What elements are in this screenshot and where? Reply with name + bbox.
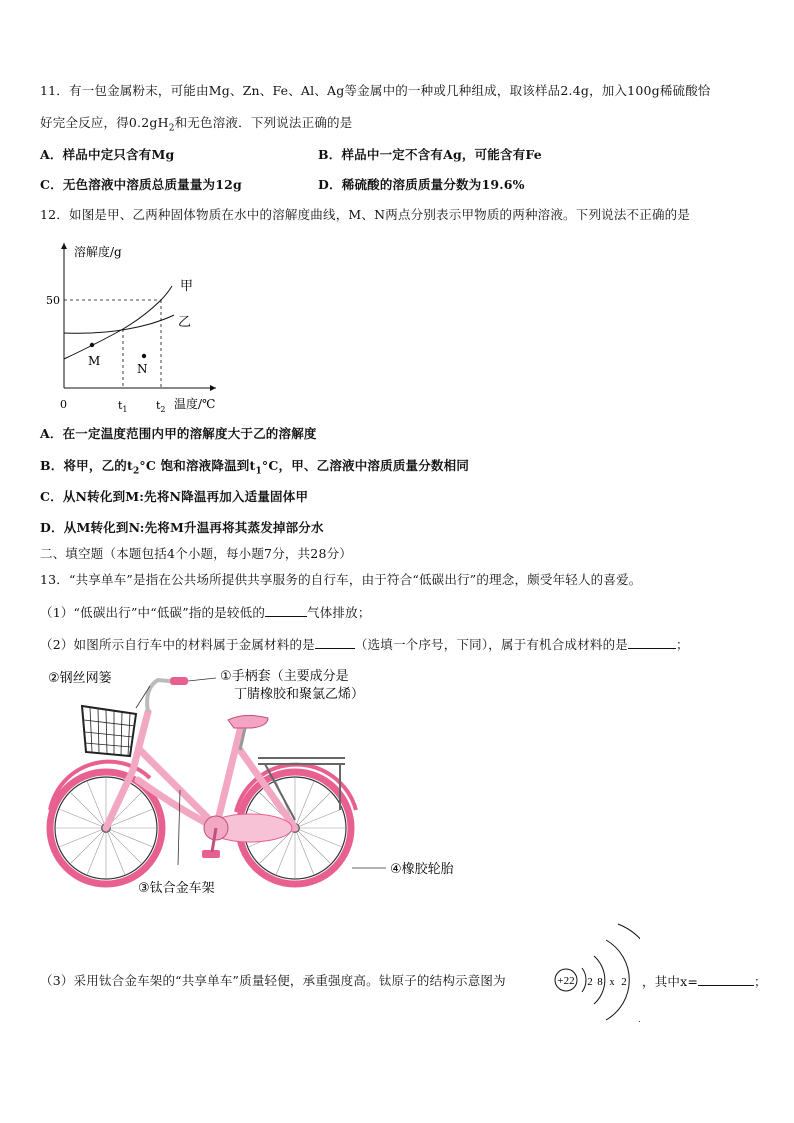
point-m: [90, 343, 94, 347]
q12-option-c: C．从N转化到M:先将N降温再加入适量固体甲: [40, 489, 309, 504]
q12-option-d: D．从M转化到N:先将M升温再将其蒸发掉部分水: [40, 520, 324, 535]
q11-option-b: B．样品中一定不含有Ag，可能含有Fe: [318, 147, 542, 162]
q13-part2: [40, 636, 689, 653]
answer-blank-1[interactable]: [265, 604, 307, 617]
q12-b-pre: B．将甲，乙的t: [40, 458, 133, 473]
answer-blank-4[interactable]: [698, 973, 754, 986]
q11-option-a: A．样品中定只含有Mg: [40, 147, 175, 162]
y-axis-label: 溶解度/g: [74, 245, 122, 259]
q11-stem-line2: [40, 115, 352, 137]
series-yi-label: 乙: [178, 315, 192, 330]
point-m-label: M: [88, 354, 101, 368]
q12-b-sub1: 2: [132, 466, 140, 477]
q13-part2-mid: （选填一个序号，下同），属于有机合成材料的是: [354, 637, 629, 652]
x-axis-label: 温度/℃: [174, 397, 216, 411]
q12-b-end: °C，甲、乙溶液中溶质质量分数相同: [261, 458, 470, 473]
x-tick-t1: $t_1$: [118, 399, 128, 414]
answer-blank-3[interactable]: [628, 636, 676, 649]
q12-b-mid: °C 饱和溶液降温到t: [139, 458, 256, 473]
q12-option-b: [40, 458, 469, 480]
electron-shell-1: [582, 968, 586, 992]
answer-blank-2[interactable]: [315, 636, 355, 649]
series-jia-label: 甲: [180, 279, 194, 294]
q13-part2-end: ；: [676, 637, 689, 652]
q11-option-d: D．稀硫酸的溶质质量分数为19.6%: [318, 177, 525, 192]
nucleus-charge: +22: [557, 975, 575, 987]
label-wire-basket: ②钢丝网篓: [48, 671, 112, 686]
bicycle-illustration: [40, 660, 460, 910]
q12-b-sub2: 1: [255, 466, 262, 477]
shell-2-count: 8: [597, 976, 603, 988]
x-tick-t2: $t_2$: [156, 399, 166, 414]
q11-stem-line1: 11．有一包金属粉末，可能由Mg、Zn、Fe、Al、Ag等金属中的一种或几种组成，取该样品2.4g，加入100g稀硫酸恰: [40, 83, 711, 98]
y-tick-50: 50: [46, 294, 60, 307]
q13-part3-pre: （3）采用钛合金车架的“共享单车”质量轻便，承重强度高。钛原子的结构示意图为: [40, 973, 506, 988]
q13-part1-end: 气体排放；: [307, 605, 371, 620]
handle-grip: [170, 677, 188, 685]
section-2-title: 二、填空题（本题包括4个小题，每小题7分，共28分）: [40, 546, 353, 561]
q13-part1-pre: （1）“低碳出行”中“低碳”指的是较低的: [40, 605, 266, 620]
wire-basket: [82, 706, 136, 756]
q12-stem: 12．如图是甲、乙两种固体物质在水中的溶解度曲线，M、N两点分别表示甲物质的两种溶液。下列说法不正确的是: [40, 207, 691, 222]
q13-part3: [40, 973, 506, 989]
solubility-chart: [40, 238, 240, 418]
label-handle-grip-line2: 丁腈橡胶和聚氯乙烯）: [234, 687, 365, 702]
q11-stem-line2-end: 和无色溶液．下列说法正确的是: [174, 115, 353, 130]
q13-part3-tail: [642, 973, 767, 990]
shell-3-count: x: [609, 977, 615, 988]
point-n-label: N: [137, 362, 148, 376]
label-titanium-frame: ③钛合金车架: [138, 881, 215, 896]
q11-h2-subscript: 2: [168, 123, 175, 134]
q11-option-c: C．无色溶液中溶质总质量量为12g: [40, 177, 242, 192]
shell-4-count: 2: [621, 976, 627, 988]
origin-label: 0: [60, 398, 67, 411]
q13-part2-pre: （2）如图所示自行车中的材料属于金属材料的是: [40, 637, 315, 652]
q13-part3-semicolon: ；: [754, 974, 767, 989]
label-handle-grip-line1: ①手柄套（主要成分是: [220, 669, 349, 684]
saddle: [228, 715, 268, 728]
q11-stem-line2-text: 好完全反应，得0.2gH: [40, 115, 169, 130]
q12-option-a: A．在一定温度范围内甲的溶解度大于乙的溶解度: [40, 426, 317, 441]
series-yi-curve: [64, 315, 174, 333]
point-n: [142, 354, 146, 358]
q13-stem: 13．“共享单车”是指在公共场所提供共享服务的自行车，由于符合“低碳出行”的理念，颇受年轻人的喜爱。: [40, 572, 642, 587]
q13-part1: [40, 604, 371, 621]
label-rubber-tire: ④橡胶轮胎: [390, 862, 454, 877]
q13-part3-end: ，其中x=: [642, 974, 699, 989]
titanium-atom-diagram: [548, 918, 640, 1022]
shell-1-count: 2: [587, 976, 593, 988]
